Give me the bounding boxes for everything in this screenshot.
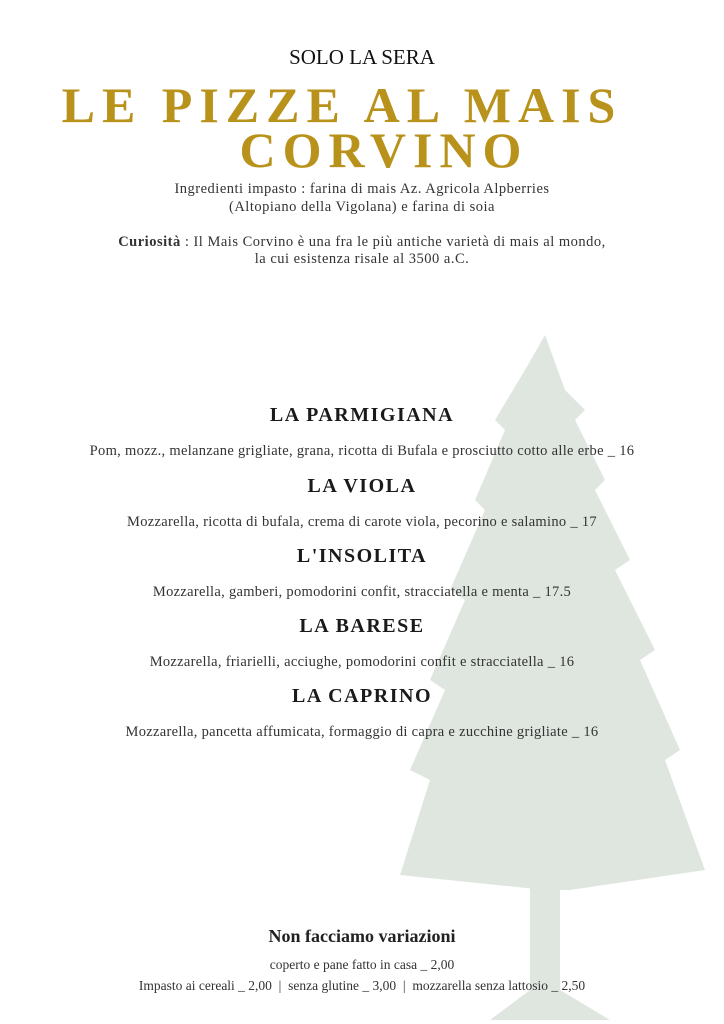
curiosity-line1 bbox=[0, 233, 724, 251]
pizza-name: LA CAPRINO bbox=[291, 685, 432, 707]
page-title-line2: CORVINO bbox=[239, 122, 529, 178]
ingredients-line1: Ingredienti impasto : farina di mais Az. Agricola Alpberries bbox=[174, 181, 550, 197]
subtitle: SOLO LA SERA bbox=[289, 45, 435, 69]
curiosity-text: : Il Mais Corvino è una fra le più antiche varietà di mais al mondo, bbox=[180, 234, 606, 250]
pizza-description: Mozzarella, ricotta di bufala, crema di carote viola, pecorino e salamino _ 17 bbox=[127, 514, 597, 530]
pizza-name: LA PARMIGIANA bbox=[269, 404, 455, 426]
pizza-description: Mozzarella, gamberi, pomodorini confit, stracciatella e menta _ 17.5 bbox=[152, 584, 572, 600]
pizza-description: Mozzarella, pancetta affumicata, formaggio di capra e zucchine grigliate _ 16 bbox=[125, 724, 599, 740]
ingredients-line2: (Altopiano della Vigolana) e farina di soia bbox=[229, 199, 495, 215]
pizza-description: Mozzarella, friarielli, acciughe, pomodorini confit e stracciatella _ 16 bbox=[149, 654, 575, 670]
pizza-name: L'INSOLITA bbox=[296, 545, 428, 567]
pizza-name: LA BARESE bbox=[299, 615, 425, 637]
page-title-line1: LE PIZZE AL MAIS bbox=[61, 77, 623, 133]
pine-tree-illustration bbox=[370, 330, 710, 1020]
cover-charge: coperto e pane fatto in casa _ 2,00 bbox=[269, 957, 455, 972]
curiosity-label: Curiosità bbox=[118, 234, 181, 250]
pizza-description: Pom, mozz., melanzane grigliate, grana, ricotta di Bufala e prosciutto cotto alle erbe _ 16 bbox=[89, 443, 635, 459]
no-variations-notice: Non facciamo variazioni bbox=[268, 926, 456, 946]
pizza-name: LA VIOLA bbox=[307, 475, 417, 497]
curiosity-line2: la cui esistenza risale al 3500 a.C. bbox=[254, 251, 470, 267]
extras-prices: Impasto ai cereali _ 2,00 | senza glutine _ 3,00 | mozzarella senza lattosio _ 2,50 bbox=[138, 978, 586, 993]
